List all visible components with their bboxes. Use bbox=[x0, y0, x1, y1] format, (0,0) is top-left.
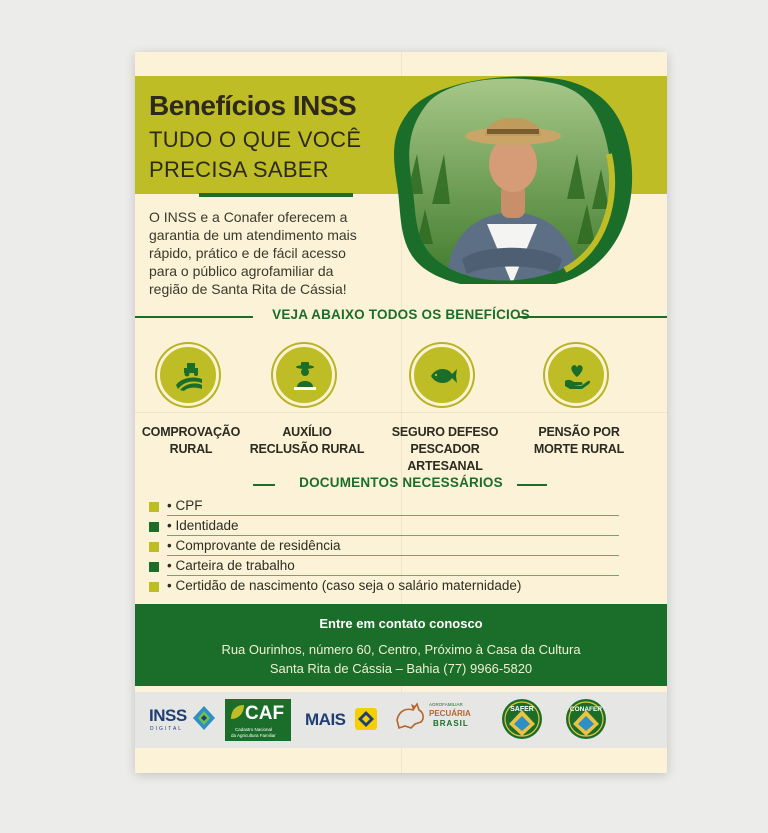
benefit-comprovacao-rural bbox=[157, 344, 219, 406]
leaf-icon bbox=[229, 703, 245, 721]
title-underline bbox=[199, 193, 353, 197]
contact-heading: Entre em contato conosco bbox=[319, 616, 483, 631]
document-item: • Carteira de trabalho bbox=[149, 558, 629, 576]
page-subtitle: TUDO O QUE VOCÊ PRECISA SABER bbox=[149, 127, 362, 182]
document-item: • Identidade bbox=[149, 518, 629, 536]
benefit-label: COMPROVAÇÃO RURAL bbox=[141, 425, 241, 456]
document-item: • Comprovante de residência bbox=[149, 538, 629, 556]
inss-diamond-icon bbox=[193, 706, 215, 730]
document-item: • Certidão de nascimento (caso seja o salário maternidade) bbox=[149, 578, 649, 596]
contact-city-phone: Santa Rita de Cássia – Bahia (77) 9966-5820 bbox=[269, 661, 533, 676]
bullet-square bbox=[149, 582, 159, 592]
flyer bbox=[135, 52, 667, 773]
bb-icon bbox=[355, 708, 377, 730]
tractor-field-icon bbox=[174, 361, 204, 391]
document-item: • CPF bbox=[149, 498, 629, 516]
bullet-square bbox=[149, 562, 159, 572]
page-title: Benefícios INSS bbox=[149, 90, 357, 121]
heart-hand-icon bbox=[562, 361, 592, 391]
logo-strip bbox=[135, 692, 667, 748]
benefit-label: PENSÃO POR MORTE RURAL bbox=[533, 425, 625, 456]
pecuaria-brasil-logo: AGROFAMILIAR PECUÁRIA BRASIL bbox=[393, 698, 483, 742]
inss-logo: INSS DIGITAL bbox=[149, 706, 215, 736]
benefit-label: AUXÍLIO RECLUSÃO RURAL bbox=[249, 425, 365, 456]
contact-address: Rua Ourinhos, número 60, Centro, Próximo à Casa da Cultura bbox=[221, 642, 581, 657]
contact-band bbox=[135, 604, 667, 686]
benefit-label: SEGURO DEFESO PESCADOR ARTESANAL bbox=[391, 425, 499, 473]
bullet-square bbox=[149, 502, 159, 512]
cow-icon bbox=[393, 700, 427, 730]
farmer-icon bbox=[290, 361, 320, 391]
divider bbox=[167, 575, 619, 576]
bullet-square bbox=[149, 542, 159, 552]
benefit-auxilio-reclusao bbox=[273, 344, 335, 406]
benefit-seguro-defeso bbox=[411, 344, 473, 406]
divider bbox=[167, 535, 619, 536]
divider bbox=[167, 515, 619, 516]
documents-heading: DOCUMENTOS NECESSÁRIOS bbox=[135, 474, 667, 494]
safer-badge: SAFER bbox=[501, 698, 543, 740]
benefit-pensao-morte bbox=[545, 344, 607, 406]
divider bbox=[167, 555, 619, 556]
mais-bb-logo: MAIS bbox=[305, 708, 379, 732]
intro-text: O INSS e a Conafer oferecem a garantia de um atendimento mais rápido, prático e de fácil acesso para o público agrofamiliar da região de Santa Rita de Cássia! bbox=[149, 209, 357, 297]
caf-logo: CAF Cadastro Nacional da Agricultura Familiar bbox=[225, 699, 291, 741]
fish-icon bbox=[428, 361, 458, 391]
benefits-heading: VEJA ABAIXO TODOS OS BENEFÍCIOS bbox=[135, 306, 667, 326]
fold-line bbox=[135, 412, 667, 413]
farmer-photo bbox=[387, 74, 667, 284]
conafer-badge: CONAFER bbox=[565, 698, 607, 740]
bullet-square bbox=[149, 522, 159, 532]
